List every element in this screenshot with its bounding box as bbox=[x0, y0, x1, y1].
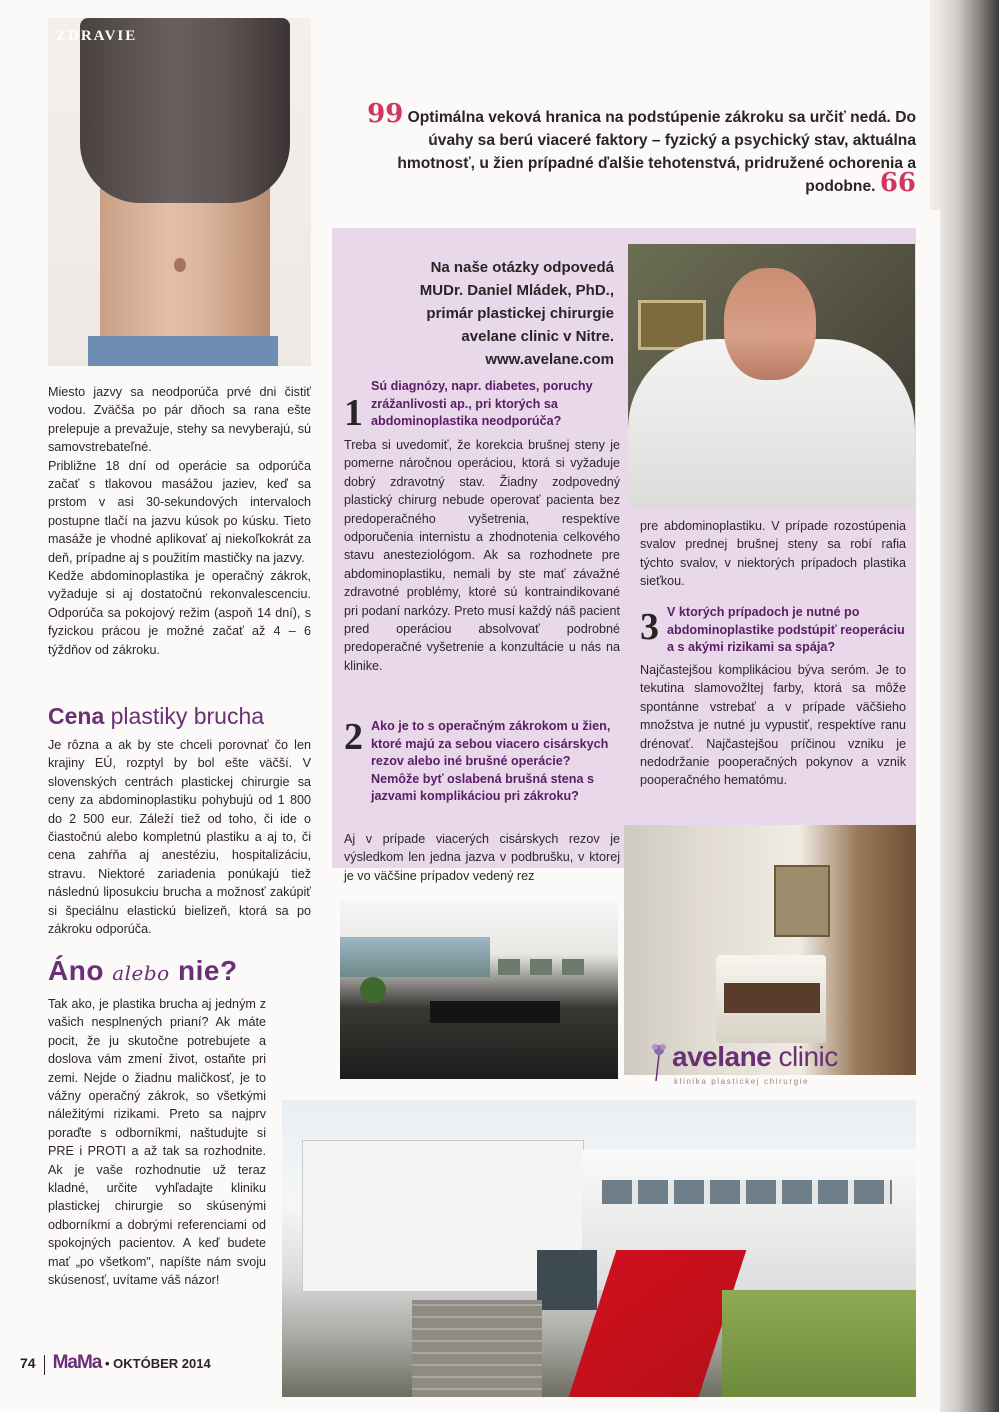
heading-yes-or-no: Áno alebo nie? bbox=[48, 955, 238, 986]
room-window bbox=[774, 865, 830, 937]
wall-art bbox=[562, 959, 584, 975]
issue-date: • OKTÓBER 2014 bbox=[105, 1356, 211, 1371]
paragraph-wound-care: Miesto jazvy sa neodporúča prvé dni čistiť vodou. Zväčša po pár dňoch sa rana ešte prelepuje a prevažuje, stehy sa nevyberajú, sú samovstrebateľné. bbox=[48, 385, 311, 455]
jeans-shape bbox=[88, 336, 278, 366]
answer-3: Najčastejšou komplikáciou býva seróm. Je to tekutina slamovožltej farby, ktorá sa môže spontánne vstrebať a v prípade väčšieho množstva je nutné ju vypustiť, respektíve ranu drénovať. Najčastejšou príčinou vzniku je nedodržanie pooperačných pokynov a vznik pooperačného hematómu. bbox=[640, 663, 906, 788]
left-column-top bbox=[48, 383, 311, 659]
doctor-head bbox=[724, 268, 816, 380]
plant-shape bbox=[360, 977, 386, 1003]
question-text: Sú diagnózy, napr. diabetes, poruchy zrážanlivosti ap., pri ktorých sa abdominoplastika neodporúča? bbox=[371, 379, 593, 428]
question-number: 2 bbox=[344, 716, 363, 758]
heading-price: Cena plastiky brucha bbox=[48, 703, 265, 729]
bed-blanket bbox=[724, 983, 820, 1013]
question-number: 3 bbox=[640, 606, 659, 648]
answer-2-continued: pre abdominoplastiku. V prípade rozostúpenia svalov prednej brušnej steny sa robí rafia týchto svalov, v niektorých prípadoch plastika sieťkou. bbox=[640, 519, 906, 589]
entrance bbox=[537, 1250, 597, 1310]
answer-2: Aj v prípade viacerých cisárskych rezov je výsledkom len jedna jazva v podbrušku, v ktorej je vo väčšine prípadov vedený rez bbox=[344, 832, 620, 883]
question-3 bbox=[640, 604, 906, 657]
intro-doctor-name: MUDr. Daniel Mládek, PhD., bbox=[419, 282, 614, 299]
question-text: V ktorých prípadoch je nutné po abdominoplastike podstúpiť reoperáciu a s akými rizikami sa spája? bbox=[667, 605, 905, 654]
doctor-photo bbox=[628, 244, 915, 508]
quote-close-mark: 66 bbox=[879, 168, 916, 198]
footer-divider bbox=[44, 1355, 45, 1375]
sofa-shape bbox=[430, 1001, 560, 1023]
paragraph-massage: Približne 18 dní od operácie sa odporúča začať s tlakovou masážou jaziev, keď sa prstom v asi 30-sekundových intervaloch postupne tlačí na jazvu kúsok po kúsku. Tieto masáže je vhodné aplikovať aj niekoľkokrát za deň, prípadne aj s použitím mastičky na jazvy. bbox=[48, 458, 311, 565]
shirt-shape bbox=[80, 18, 290, 203]
belly-photo bbox=[48, 18, 311, 366]
interview-intro bbox=[360, 256, 614, 371]
left-column-decision bbox=[48, 995, 266, 1290]
answer-1: Treba si uvedomiť, že korekcia brušnej steny je pomerne náročnou operáciou, ktorá si vyžaduje dobrý zdravotný stav. Žiadny zodpovedný plastický chirurg nebude operovať pacienta bez predoperačného vyšetrenia, respektíve odporučenia internistu a zhodnotenia celkového stavu anesteziológom. Ak sa rozhodnete pre abdominoplastiku, nemali by ste mať závažné zdravotné problémy, ktoré sú kontraindikované pri podaní narkózy. Preto musí každý náš pacient pred operáciou absolvovať podrobné predoperačné vyšetrenie a konzultácie u nás na klinike. bbox=[344, 438, 620, 673]
clinic-building-photo bbox=[282, 1100, 916, 1397]
intro-line: avelane clinic v Nitre. bbox=[461, 328, 614, 345]
quote-text: Optimálna veková hranica na podstúpenie zákroku sa určiť nedá. Do úvahy sa berú viaceré faktory – fyzický a psychický stav, aktuálna hmotnosť, u žien prípadné ďalšie tehotenstvá, pridružené ochorenia a podobne. bbox=[397, 109, 916, 195]
building-windows bbox=[602, 1180, 892, 1204]
window-view bbox=[340, 937, 490, 977]
pull-quote bbox=[356, 99, 916, 198]
pavement bbox=[412, 1300, 542, 1397]
logo-name: avelane clinic bbox=[672, 1041, 838, 1072]
intro-line: Na naše otázky odpovedá bbox=[430, 259, 614, 276]
page-number: 74 bbox=[20, 1355, 36, 1371]
paragraph-recovery: Kedže abdominoplastika je operačný zákrok, vyžaduje si aj dostatočnú rekonvalescenciu. Odporúča sa pokojový režim (aspoň 14 dní), s fyzickou prácou je možné začať až 4 – 6 týždňov od zákroku. bbox=[48, 569, 311, 657]
wall-art bbox=[530, 959, 552, 975]
intro-website: www.avelane.com bbox=[485, 351, 614, 368]
question-2 bbox=[344, 718, 620, 806]
page-spine-shadow bbox=[940, 0, 999, 1412]
intro-line: primár plastickej chirurgie bbox=[426, 305, 614, 322]
paragraph-price: Je rôzna a ak by ste chceli porovnať čo len krajiny EÚ, rozptyl by bol ešte väčší. V slovenských centrách plastickej chirurgie sa ceny za abdominoplastiku pohybujú od 1 800 do 2 500 eur. Záleží tiež od toho, či ide o čiastočnú alebo kompletnú plastiku a aj to, či cena zahŕňa aj anestéziu, hospitalizáciu, stravu. Niektoré zariadenia ponúkajú tiež následnú liposukciu brucha a možnosť zakúpiť si špeciálnu elastickú bielizeň, ktorá sa po zákroku odporúča. bbox=[48, 738, 311, 937]
navel-shape bbox=[174, 258, 186, 272]
lobby-photo bbox=[340, 901, 618, 1079]
question-text: Ako je to s operačným zákrokom u žien, ktoré majú za sebou viacero cisárskych rezov alebo iné brušné operácie? Nemôže byť oslabená brušná stena s jazvami komplikáciou pri zákroku? bbox=[371, 719, 611, 803]
wall-art bbox=[498, 959, 520, 975]
question-1 bbox=[344, 378, 620, 434]
left-column-price bbox=[48, 736, 311, 938]
page-footer bbox=[20, 1352, 211, 1375]
section-label: ZDRAVIE bbox=[56, 28, 138, 44]
logo-tagline: klinika plastickej chirurgie bbox=[674, 1077, 810, 1086]
magazine-brand: MaMa bbox=[52, 1352, 102, 1373]
paragraph-decision: Tak ako, je plastika brucha aj jedným z vašich nesplnených prianí? Ak máte pocit, že ju skutočne potrebujete a doslova vám zmení život, ostaňte pri zemi. Nejde o žiadnu maličkosť, je to vážny operačný zákrok, so všetkými náležitými rizikami. Preto sa najprv poraďte s odborníkmi, naštudujte si PRE i PROTI a až tak sa rozhodnite. Ak je vaše rozhodnutie už teraz kladné, určite vyhľadajte kliniku plastickej chirurgie so skúsenými odborníkmi a dobrými referenciami od spokojných pacientov. A keď budete mať „po všetkom", napíšte nám svoju skúsenosť, uvítame váš názor! bbox=[48, 997, 266, 1288]
question-number: 1 bbox=[344, 392, 363, 434]
flower-icon bbox=[650, 1041, 668, 1081]
clinic-logo bbox=[650, 1035, 860, 1095]
quote-open-mark: 99 bbox=[367, 99, 404, 129]
lawn bbox=[722, 1290, 916, 1397]
